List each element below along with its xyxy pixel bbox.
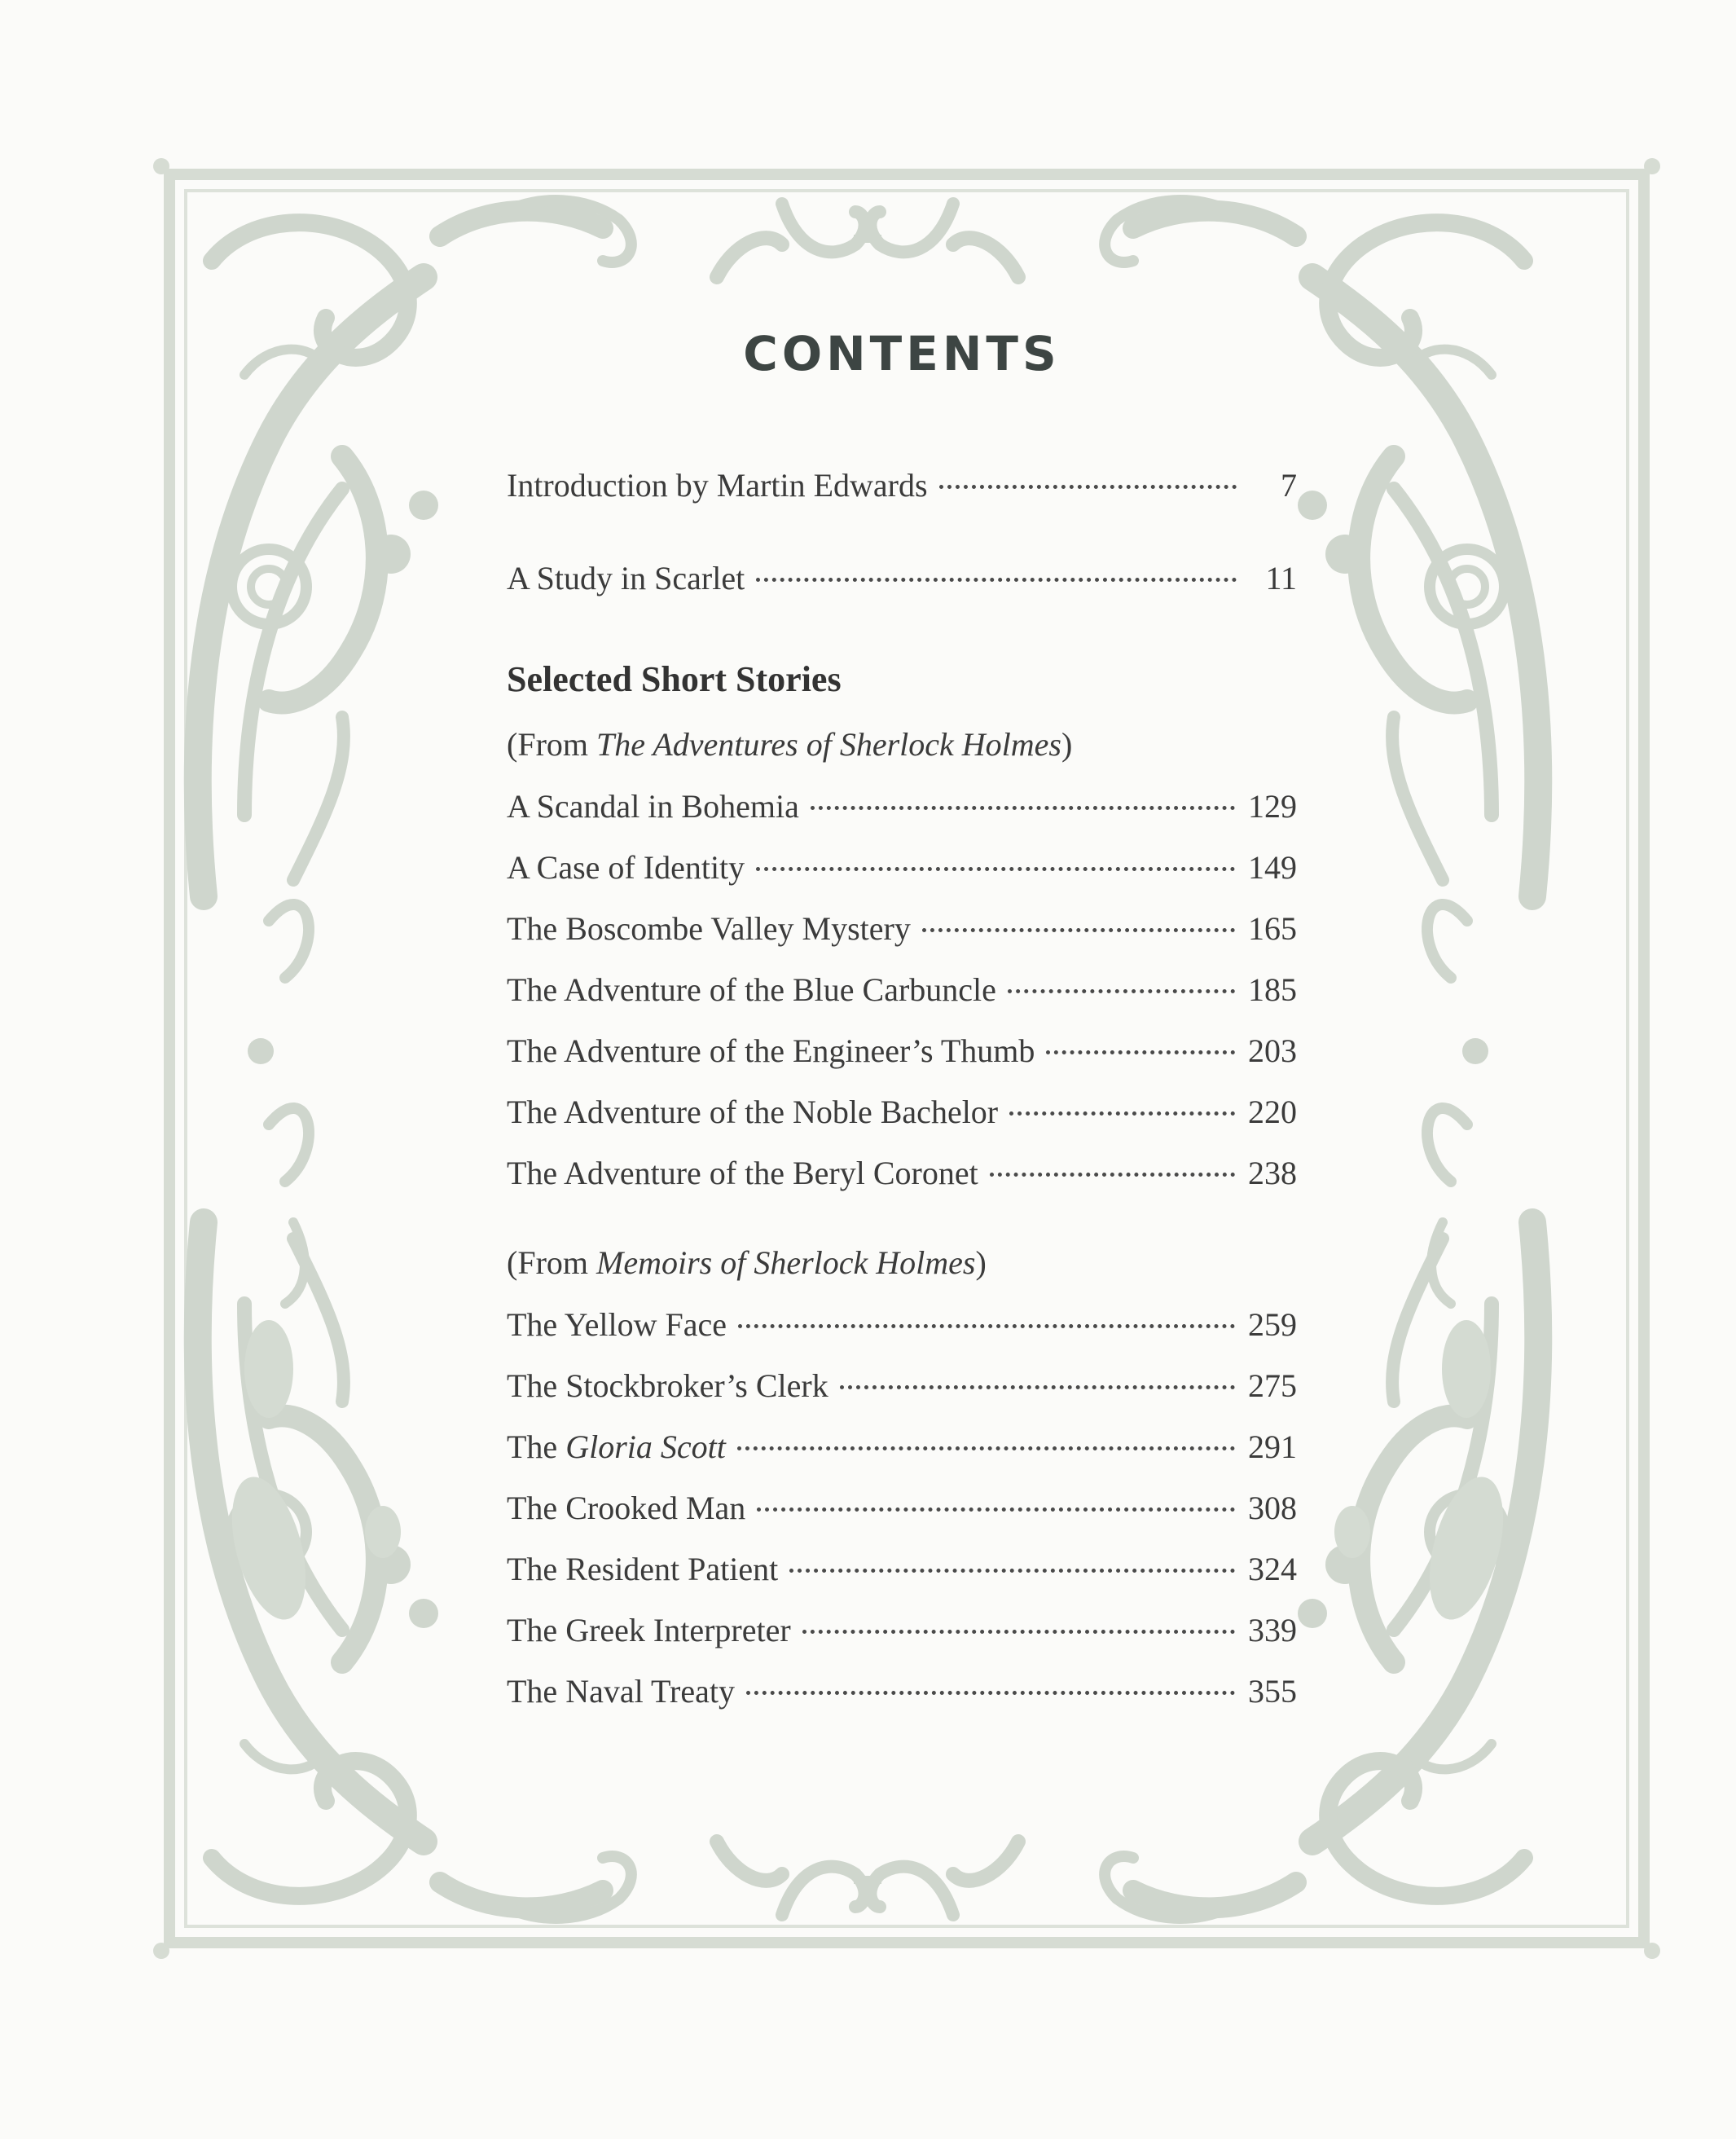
toc-entry-page: 275 — [1248, 1367, 1297, 1404]
toc-entry — [507, 1485, 1297, 1531]
toc-entry-title: A Scandal in Bohemia — [507, 788, 799, 825]
toc-entry-title: The Naval Treaty — [507, 1673, 735, 1710]
source-prefix: (From — [507, 726, 596, 763]
toc-entry — [507, 1089, 1297, 1135]
dot-leader — [939, 485, 1237, 489]
dot-leader — [738, 1324, 1235, 1328]
dot-leader — [746, 1691, 1235, 1695]
toc-entry-title: A Study in Scarlet — [507, 560, 745, 596]
source-adventures — [507, 725, 1072, 764]
dot-leader — [840, 1385, 1235, 1389]
toc-entry-title: The Adventure of the Engineer’s Thumb — [507, 1032, 1035, 1069]
toc-entry-study-in-scarlet — [507, 556, 1297, 601]
toc-entry — [507, 906, 1297, 952]
toc-entry-title: The Greek Interpreter — [507, 1612, 791, 1648]
toc-entry — [507, 1028, 1297, 1074]
toc-entry-title: The Resident Patient — [507, 1551, 779, 1587]
toc-entry-introduction — [507, 463, 1297, 508]
toc-entry-page: 129 — [1248, 788, 1297, 825]
toc-entry — [507, 845, 1297, 891]
source-prefix: (From — [507, 1244, 596, 1281]
dot-leader — [802, 1630, 1235, 1634]
dot-leader — [811, 806, 1235, 810]
source-suffix: ) — [975, 1244, 987, 1281]
toc-entry-page: 149 — [1248, 849, 1297, 886]
toc-entry-title — [507, 1424, 726, 1470]
dot-leader — [757, 1507, 1235, 1512]
toc-entry-page: 355 — [1248, 1673, 1297, 1710]
toc-entry-title: The Boscombe Valley Mystery — [507, 910, 911, 947]
toc-entry-title: The Stockbroker’s Clerk — [507, 1367, 828, 1404]
section-heading: Selected Short Stories — [507, 659, 842, 699]
toc-entry — [507, 1669, 1297, 1714]
toc-entry-title: The Adventure of the Noble Bachelor — [507, 1094, 999, 1130]
toc-entry — [507, 1302, 1297, 1348]
toc-entry-title: Introduction by Martin Edwards — [507, 467, 928, 504]
toc-entry-page: 238 — [1248, 1155, 1297, 1191]
title-italic: Gloria Scott — [565, 1428, 726, 1465]
dot-leader — [789, 1569, 1235, 1573]
toc-entry-page: 185 — [1248, 971, 1297, 1008]
toc-entry-page: 291 — [1248, 1428, 1297, 1465]
toc-entry-title: The Yellow Face — [507, 1306, 727, 1343]
toc-entry-title: The Adventure of the Blue Carbuncle — [507, 971, 996, 1008]
toc-entry-page: 339 — [1248, 1612, 1297, 1648]
toc-entry-page: 308 — [1248, 1490, 1297, 1526]
toc-entry-page: 11 — [1265, 560, 1297, 596]
source-memoirs — [507, 1243, 987, 1282]
dot-leader — [756, 867, 1235, 871]
dot-leader — [1046, 1050, 1235, 1054]
toc-entry-page: 220 — [1248, 1094, 1297, 1130]
toc-entry-page: 259 — [1248, 1306, 1297, 1343]
title-prefix: The — [507, 1428, 566, 1465]
toc-entry-title: A Case of Identity — [507, 849, 745, 886]
toc-entry-page: 165 — [1248, 910, 1297, 947]
dot-leader — [1009, 1111, 1235, 1116]
source-title: Memoirs of Sherlock Holmes — [596, 1244, 976, 1281]
toc-entry — [507, 1363, 1297, 1409]
dot-leader — [922, 928, 1235, 932]
dot-leader — [990, 1173, 1235, 1177]
toc-entry-page: 7 — [1281, 467, 1297, 504]
source-suffix: ) — [1061, 726, 1073, 763]
toc-entry — [507, 1151, 1297, 1196]
dot-leader — [737, 1446, 1235, 1450]
source-title: The Adventures of Sherlock Holmes — [596, 726, 1061, 763]
toc-entry — [507, 784, 1297, 830]
page-title: CONTENTS — [743, 326, 1061, 381]
toc-entry-title: The Crooked Man — [507, 1490, 746, 1526]
toc-entry — [507, 1608, 1297, 1653]
toc-entry — [507, 967, 1297, 1013]
toc-entry — [507, 1547, 1297, 1592]
dot-leader — [1008, 989, 1235, 993]
toc-entry-title: The Adventure of the Beryl Coronet — [507, 1155, 978, 1191]
toc-entry-page: 203 — [1248, 1032, 1297, 1069]
toc-entry — [507, 1424, 1297, 1470]
dot-leader — [756, 578, 1237, 582]
toc-entry-page: 324 — [1248, 1551, 1297, 1587]
